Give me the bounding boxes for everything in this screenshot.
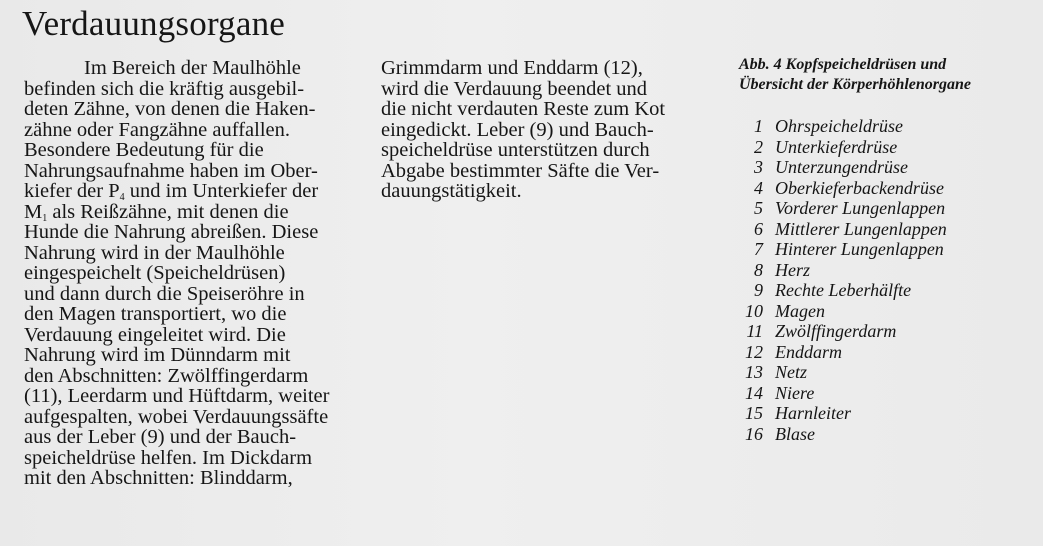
- text-line: (11), Leerdarm und Hüftdarm, weiter: [24, 385, 330, 407]
- legend-number: 8: [754, 259, 763, 280]
- legend-label: Magen: [775, 300, 825, 321]
- legend-item: [737, 157, 1037, 178]
- legend-number: 9: [754, 280, 763, 300]
- text-line: die nicht verdauten Reste zum Kot: [381, 98, 666, 120]
- legend-number: 4: [754, 177, 763, 198]
- legend-label: Herz: [775, 259, 810, 280]
- legend-number: 14: [745, 382, 763, 403]
- legend-label: Harnleiter: [775, 403, 851, 423]
- text-line: mit den Abschnitten: Blinddarm,: [24, 467, 293, 489]
- text-line: Hunde die Nahrung abreißen. Diese: [24, 221, 319, 243]
- text-line: eingespeichelt (Speicheldrüsen): [24, 262, 286, 284]
- legend-item: [737, 280, 1037, 301]
- legend-label: Blase: [775, 423, 815, 444]
- text-line: wird die Verdauung beendet und: [381, 77, 648, 100]
- legend-item: [737, 403, 1037, 424]
- legend-label: Unterzungendrüse: [775, 157, 908, 177]
- legend-number: 10: [745, 300, 763, 321]
- legend-item: [737, 219, 1037, 240]
- text-line: Besondere Bedeutung für die: [24, 139, 264, 161]
- text-line: den Magen transportiert, wo die: [24, 303, 287, 325]
- legend-item: [737, 383, 1037, 404]
- text-line: speicheldrüse helfen. Im Dickdarm: [24, 446, 313, 469]
- text-line: aus der Leber (9) und der Bauch-: [24, 426, 297, 448]
- text-line: den Abschnitten: Zwölffingerdarm: [24, 364, 309, 387]
- legend-label: Ohrspeicheldrüse: [775, 116, 903, 136]
- legend-item: [737, 198, 1037, 219]
- text-line: befinden sich die kräftig ausgebil-: [24, 77, 305, 100]
- legend-label: Oberkieferbackendrüse: [775, 177, 944, 198]
- text-fragment: kiefer der P: [24, 180, 120, 202]
- legend-item: [737, 342, 1037, 363]
- legend-item: [737, 301, 1037, 322]
- legend-label: Mittlerer Lungenlappen: [775, 218, 947, 239]
- text-line: Nahrung wird in der Maulhöhle: [24, 241, 285, 264]
- legend-item: [737, 137, 1037, 158]
- text-fragment: und im Unterkiefer der: [124, 180, 319, 202]
- body-text-column-2: [381, 58, 711, 202]
- caption-line: Abb. 4 Kopfspeicheldrüsen und: [739, 56, 947, 73]
- legend-number: 11: [746, 321, 763, 341]
- text-fragment: als Reißzähne, mit denen die: [47, 200, 289, 223]
- legend-number: 2: [754, 136, 763, 157]
- subscript: 4: [119, 192, 125, 203]
- text-line: Verdauung eingeleitet wird. Die: [24, 323, 286, 346]
- legend-number: 12: [745, 341, 763, 362]
- legend-item: [737, 178, 1037, 199]
- legend-label: Rechte Leberhälfte: [775, 280, 912, 300]
- text-fragment: M: [24, 200, 43, 223]
- text-line: speicheldrüse unterstützen durch: [381, 139, 650, 161]
- legend-number: 5: [754, 198, 763, 218]
- text-line: aufgespalten, wobei Verdauungssäfte: [24, 405, 329, 428]
- text-line: [24, 202, 369, 223]
- legend-number: 16: [745, 423, 763, 444]
- legend-item: [737, 239, 1037, 260]
- caption-line: Übersicht der Körperhöhlenorgane: [739, 76, 972, 93]
- text-line: Im Bereich der Maulhöhle: [84, 57, 301, 79]
- legend-number: 13: [745, 362, 763, 382]
- legend-item: [737, 321, 1037, 342]
- legend-label: Unterkieferdrüse: [775, 136, 898, 157]
- text-line: dauungstätigkeit.: [381, 180, 522, 202]
- figure-legend: [737, 116, 1037, 444]
- text-line: Grimmdarm und Enddarm (12),: [381, 57, 643, 79]
- text-line: Nahrungsaufnahme haben im Ober-: [24, 159, 318, 182]
- text-line: zähne oder Fangzähne auffallen.: [24, 118, 290, 141]
- subscript: 1: [42, 212, 48, 224]
- legend-item: [737, 362, 1037, 383]
- legend-number: 6: [754, 218, 763, 239]
- body-text-column-1: [24, 58, 369, 489]
- legend-number: 15: [745, 403, 763, 423]
- legend-number: 7: [754, 239, 763, 259]
- text-line: und dann durch die Speiseröhre in: [24, 282, 305, 305]
- legend-number: 1: [754, 116, 763, 136]
- text-line: [24, 181, 369, 202]
- text-line: Nahrung wird im Dünndarm mit: [24, 344, 291, 366]
- page-title: Verdauungsorgane: [22, 4, 286, 43]
- legend-item: [737, 260, 1037, 281]
- text-line: Abgabe bestimmter Säfte die Ver-: [381, 159, 660, 182]
- legend-label: Zwölffingerdarm: [775, 321, 897, 341]
- legend-label: Hinterer Lungenlappen: [775, 239, 944, 259]
- text-line: deten Zähne, von denen die Haken-: [24, 98, 316, 120]
- figure-caption: [739, 55, 1039, 95]
- legend-label: Netz: [775, 362, 808, 382]
- legend-item: [737, 424, 1037, 445]
- legend-label: Enddarm: [775, 341, 842, 362]
- legend-label: Vorderer Lungenlappen: [775, 198, 946, 218]
- legend-item: [737, 116, 1037, 137]
- text-line: eingedickt. Leber (9) und Bauch-: [381, 118, 654, 141]
- legend-label: Niere: [775, 382, 815, 403]
- legend-number: 3: [754, 157, 763, 177]
